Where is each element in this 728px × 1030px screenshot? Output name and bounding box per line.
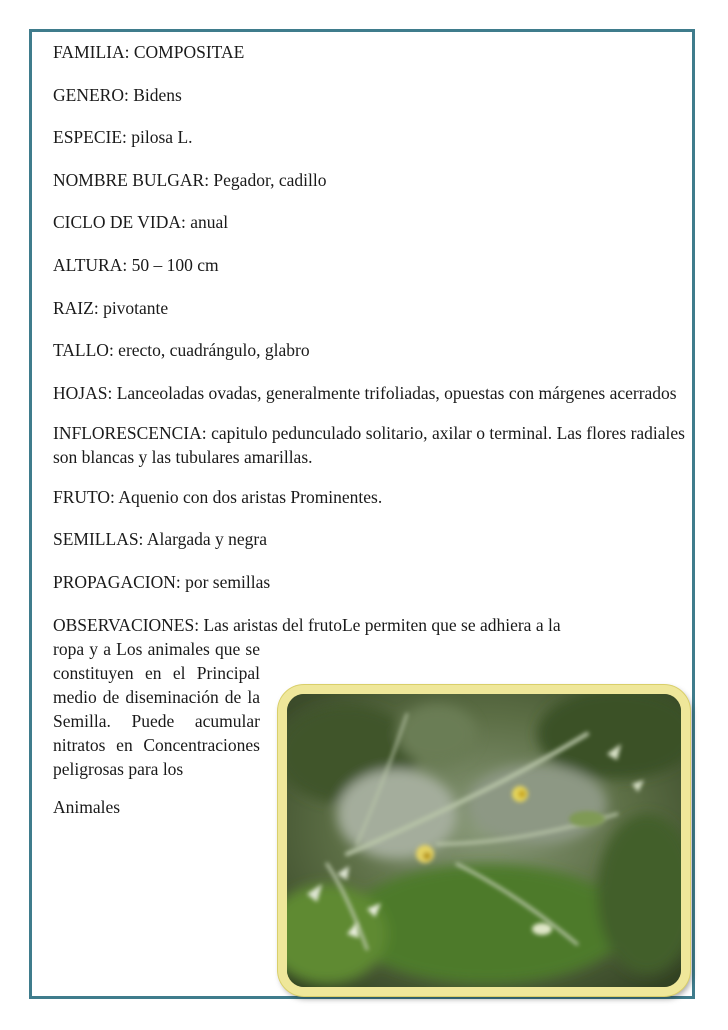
tallo-line: TALLO: erecto, cuadrángulo, glabro: [53, 340, 310, 361]
inflorescencia-paragraph: INFLORESCENCIA: capitulo pedunculado solitario, axilar o terminal. Las flores radiales son blancas y las tubulares amarillas.: [53, 422, 685, 467]
raiz-line: RAIZ: pivotante: [53, 297, 169, 318]
nombre-line: NOMBRE BULGAR: Pegador, cadillo: [53, 169, 327, 190]
fruto-line: FRUTO: Aquenio con dos aristas Prominentes.: [53, 486, 383, 507]
hojas-paragraph: HOJAS: Lanceoladas ovadas, generalmente trifoliadas, opuestas con márgenes acerrados: [53, 382, 677, 403]
propagacion-line: PROPAGACION: por semillas: [53, 571, 271, 592]
especie-line: ESPECIE: pilosa L.: [53, 127, 193, 148]
altura-line: ALTURA: 50 – 100 cm: [53, 254, 219, 275]
ciclo-line: CICLO DE VIDA: anual: [53, 212, 229, 233]
plant-photo: [278, 685, 690, 996]
semillas-line: SEMILLAS: Alargada y negra: [53, 529, 268, 550]
plant-photo-icon: [287, 694, 681, 987]
genero-line: GENERO: Bidens: [53, 84, 182, 105]
observaciones-text: ropa y a Los animales que se constituyen en el Principal medio de diseminación de la Semilla. Puede acumular nitratos en Concentraciones peligrosas para los: [53, 638, 260, 779]
observaciones-column: [53, 637, 260, 819]
observaciones-last-word: Animales: [53, 796, 121, 817]
observaciones-first-line: OBSERVACIONES: Las aristas del frutoLe permiten que se adhiera a la: [53, 614, 561, 635]
familia-line: FAMILIA: COMPOSITAE: [53, 42, 245, 62]
